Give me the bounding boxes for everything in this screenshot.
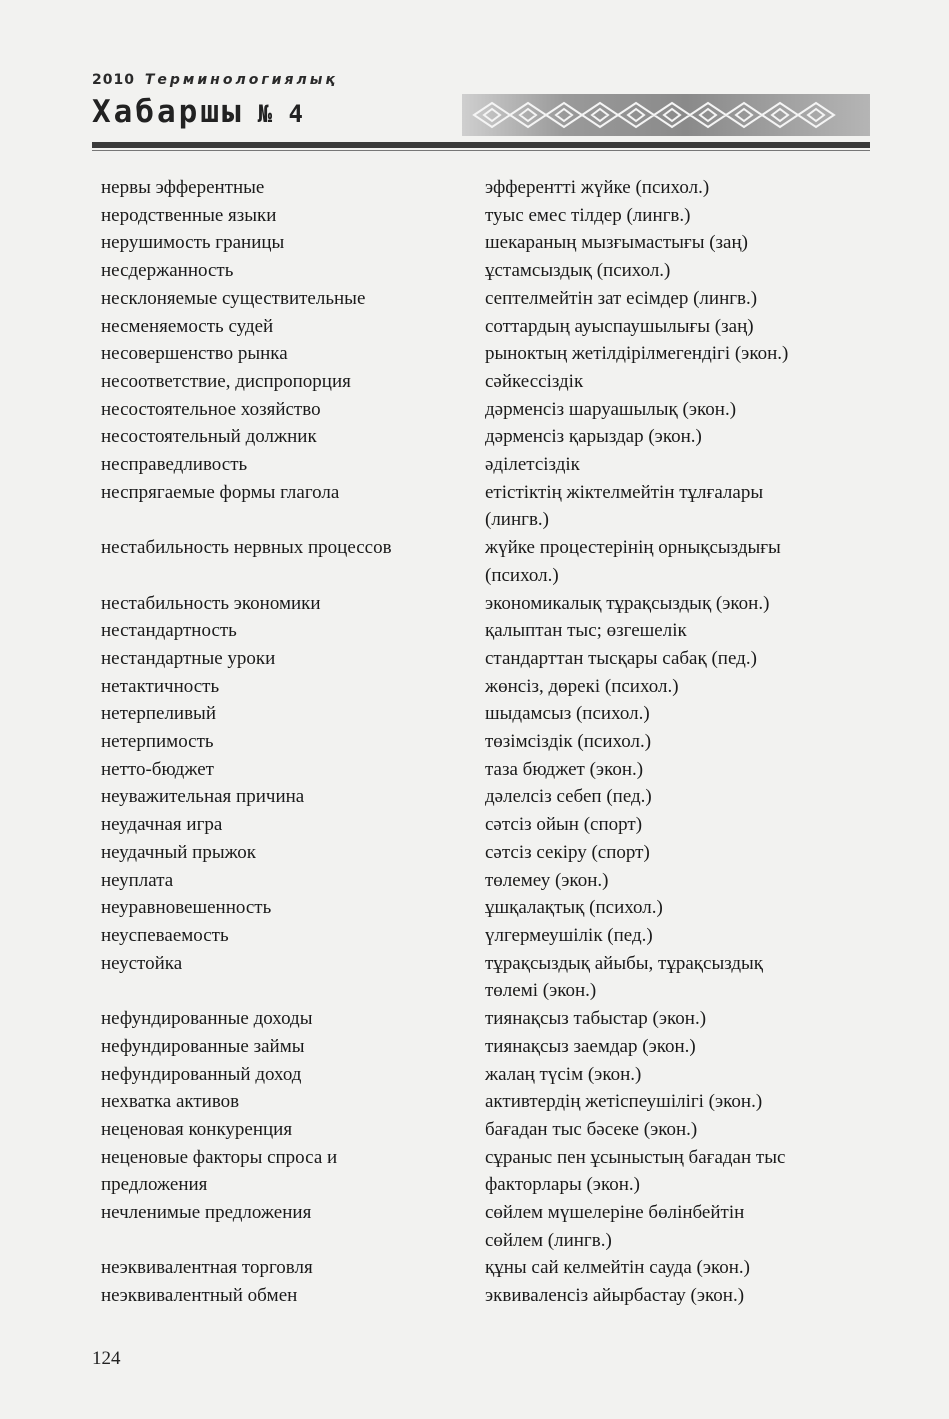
entry-russian-term — [101, 1088, 485, 1116]
term-line: стандарттан тысқары сабақ (пед.) — [485, 647, 757, 669]
dictionary-entry — [101, 673, 841, 701]
dictionary-entry — [101, 1144, 841, 1199]
entry-russian-term — [101, 340, 485, 368]
entry-kazakh-term — [485, 728, 841, 756]
entry-kazakh-term — [485, 257, 841, 285]
dictionary-entry — [101, 728, 841, 756]
header-year-line — [92, 72, 338, 88]
dictionary-entry — [101, 756, 841, 784]
term-line: эфферентті жүйке (психол.) — [485, 177, 710, 198]
dictionary-entry — [101, 1199, 841, 1254]
term-line: төзімсіздік (психол.) — [485, 731, 652, 753]
term-line: неспрягаемые формы глагола — [101, 481, 340, 503]
term-line: предложения — [101, 1174, 208, 1196]
term-line: неудачный прыжок — [101, 841, 256, 863]
dictionary-entry — [101, 1088, 841, 1116]
entry-russian-term — [101, 285, 485, 313]
term-line: сөйлем (лингв.) — [485, 1229, 612, 1251]
entry-russian-term — [101, 313, 485, 341]
entry-kazakh-term — [485, 202, 841, 230]
entry-kazakh-term — [485, 229, 841, 257]
term-line: тиянақсыз заемдар (экон.) — [485, 1035, 696, 1057]
term-line: туыс емес тілдер (лингв.) — [485, 204, 691, 226]
term-line: нечленимые предложения — [101, 1202, 312, 1224]
term-line: нефундированные займы — [101, 1035, 305, 1057]
header-rule-thin — [92, 150, 870, 151]
term-line: неродственные языки — [101, 204, 277, 226]
term-line: соттардың ауыспаушылығы (заң) — [485, 315, 754, 337]
term-line: әділетсіздік — [485, 454, 580, 476]
dictionary-entry — [101, 396, 841, 424]
entry-russian-term — [101, 202, 485, 230]
term-line: нестандартность — [101, 620, 237, 642]
dictionary-entry — [101, 340, 841, 368]
entry-kazakh-term — [485, 673, 841, 701]
term-line: нерушимость границы — [101, 232, 285, 254]
dictionary-entry — [101, 617, 841, 645]
entry-russian-term — [101, 479, 485, 534]
term-line: несклоняемые существительные — [101, 287, 366, 309]
entry-russian-term — [101, 257, 485, 285]
term-line: жөнсіз, дөрекі (психол.) — [485, 675, 679, 697]
term-line: тұрақсыздық айыбы, тұрақсыздық — [485, 952, 764, 974]
dictionary-entry — [101, 1282, 841, 1310]
dictionary-entry — [101, 1116, 841, 1144]
entry-kazakh-term — [485, 700, 841, 728]
term-line: (лингв.) — [485, 509, 549, 531]
dictionary-entry — [101, 229, 841, 257]
term-line: дәрменсіз шаруашылық (экон.) — [485, 398, 737, 420]
entry-kazakh-term — [485, 1088, 841, 1116]
dictionary-entry — [101, 1061, 841, 1089]
term-line: нефундированные доходы — [101, 1008, 313, 1030]
term-line: жалаң түсім (экон.) — [485, 1063, 642, 1085]
term-line: неуважительная причина — [101, 786, 305, 808]
entry-kazakh-term — [485, 340, 841, 368]
header-year: 2010 — [92, 72, 135, 88]
entry-kazakh-term — [485, 1116, 841, 1144]
term-line: несостоятельное хозяйство — [101, 398, 321, 420]
entry-kazakh-term — [485, 756, 841, 784]
entry-russian-term — [101, 728, 485, 756]
term-line: жүйке процестерінің орнықсыздығы — [485, 537, 781, 559]
dictionary-entry — [101, 645, 841, 673]
term-line: төлемеу (экон.) — [485, 869, 609, 891]
term-line: нестабильность экономики — [101, 592, 321, 614]
header-title: Хабаршы — [92, 94, 244, 130]
term-line: несостоятельный должник — [101, 426, 317, 448]
entry-russian-term — [101, 1254, 485, 1282]
entry-russian-term — [101, 811, 485, 839]
dictionary-entry — [101, 922, 841, 950]
entry-russian-term — [101, 229, 485, 257]
term-line: неуплата — [101, 869, 174, 891]
term-line: неэквивалентный обмен — [101, 1285, 298, 1307]
entry-kazakh-term — [485, 1061, 841, 1089]
term-line: дәлелсіз себеп (пед.) — [485, 786, 652, 808]
term-line: неустойка — [101, 952, 183, 974]
header-title-line — [92, 94, 304, 130]
entry-kazakh-term — [485, 811, 841, 839]
term-line: несовершенство рынка — [101, 343, 288, 365]
entry-kazakh-term — [485, 1254, 841, 1282]
entry-russian-term — [101, 839, 485, 867]
term-line: үлгермеушілік (пед.) — [485, 924, 653, 946]
dictionary-entry — [101, 313, 841, 341]
term-line: нетерпимость — [101, 731, 214, 753]
dictionary-entry — [101, 1005, 841, 1033]
term-line: нервы эфферентные — [101, 177, 265, 198]
term-line: дәрменсіз қарыздар (экон.) — [485, 426, 702, 448]
entry-russian-term — [101, 922, 485, 950]
entry-russian-term — [101, 174, 485, 202]
term-line: (психол.) — [485, 564, 559, 586]
entry-russian-term — [101, 1282, 485, 1310]
dictionary-entry — [101, 590, 841, 618]
term-line: неуравновешенность — [101, 897, 272, 919]
term-line: тиянақсыз табыстар (экон.) — [485, 1008, 707, 1030]
dictionary-entry — [101, 1033, 841, 1061]
entry-kazakh-term — [485, 1005, 841, 1033]
page-header — [92, 72, 870, 156]
header-issue: № 4 — [257, 100, 305, 128]
term-line: неудачная игра — [101, 814, 223, 836]
entry-kazakh-term — [485, 368, 841, 396]
entry-russian-term — [101, 894, 485, 922]
entry-kazakh-term — [485, 1282, 841, 1310]
entry-kazakh-term — [485, 894, 841, 922]
header-rule — [92, 142, 870, 148]
entry-russian-term — [101, 1061, 485, 1089]
entry-kazakh-term — [485, 867, 841, 895]
entry-kazakh-term — [485, 645, 841, 673]
entry-russian-term — [101, 700, 485, 728]
dictionary-entry — [101, 174, 841, 202]
term-line: неценовые факторы спроса и — [101, 1146, 338, 1168]
term-line: таза бюджет (экон.) — [485, 758, 644, 780]
term-line: септелмейтін зат есімдер (лингв.) — [485, 287, 758, 309]
entry-russian-term — [101, 368, 485, 396]
dictionary-entry — [101, 811, 841, 839]
term-line: ұшқалақтық (психол.) — [485, 897, 663, 919]
entry-kazakh-term — [485, 423, 841, 451]
entry-russian-term — [101, 451, 485, 479]
dictionary-entry — [101, 534, 841, 589]
entry-russian-term — [101, 423, 485, 451]
entry-russian-term — [101, 756, 485, 784]
term-line: бағадан тыс бәсеке (экон.) — [485, 1118, 698, 1140]
term-line: несменяемость судей — [101, 315, 274, 337]
entry-russian-term — [101, 396, 485, 424]
entry-kazakh-term — [485, 839, 841, 867]
entry-kazakh-term — [485, 1199, 841, 1254]
entry-russian-term — [101, 673, 485, 701]
entry-kazakh-term — [485, 313, 841, 341]
term-line: неэквивалентная торговля — [101, 1257, 313, 1279]
ornament-pattern-icon — [468, 97, 864, 133]
term-line: факторлары (экон.) — [485, 1174, 640, 1196]
dictionary-entry — [101, 285, 841, 313]
entry-kazakh-term — [485, 617, 841, 645]
term-line: экономикалық тұрақсыздық (экон.) — [485, 592, 770, 614]
dictionary-entry — [101, 423, 841, 451]
term-line: қалыптан тыс; өзгешелік — [485, 620, 687, 642]
term-line: шекараның мызғымастығы (заң) — [485, 232, 748, 254]
term-line: нетерпеливый — [101, 703, 216, 725]
term-line: неценовая конкуренция — [101, 1118, 293, 1140]
entry-russian-term — [101, 645, 485, 673]
dictionary-entry — [101, 368, 841, 396]
dictionary-entry — [101, 479, 841, 534]
term-line: етістіктің жіктелмейтін тұлғалары — [485, 481, 764, 503]
entry-kazakh-term — [485, 451, 841, 479]
entry-russian-term — [101, 867, 485, 895]
header-magazine: Терминологиялық — [144, 72, 338, 88]
term-line: нетто-бюджет — [101, 758, 214, 780]
term-line: құны сай келмейтін сауда (экон.) — [485, 1257, 751, 1279]
term-line: сәтсіз ойын (спорт) — [485, 814, 643, 836]
entry-kazakh-term — [485, 174, 841, 202]
term-line: нефундированный доход — [101, 1063, 302, 1085]
entry-russian-term — [101, 1033, 485, 1061]
entry-kazakh-term — [485, 396, 841, 424]
term-line: төлемі (экон.) — [485, 980, 597, 1002]
dictionary-entries — [101, 174, 841, 1310]
dictionary-entry — [101, 1254, 841, 1282]
term-line: шыдамсыз (психол.) — [485, 703, 650, 725]
dictionary-entry — [101, 451, 841, 479]
dictionary-entry — [101, 867, 841, 895]
dictionary-entry — [101, 202, 841, 230]
entry-russian-term — [101, 783, 485, 811]
entry-kazakh-term — [485, 783, 841, 811]
entry-kazakh-term — [485, 1144, 841, 1199]
term-line: нехватка активов — [101, 1091, 240, 1113]
entry-russian-term — [101, 1144, 485, 1199]
dictionary-entry — [101, 950, 841, 1005]
term-line: рыноктың жетілдірілмегендігі (экон.) — [485, 343, 789, 365]
dictionary-entry — [101, 700, 841, 728]
term-line: несдержанность — [101, 260, 234, 282]
term-line: ұстамсыздық (психол.) — [485, 260, 671, 282]
entry-kazakh-term — [485, 590, 841, 618]
term-line: нетактичность — [101, 675, 220, 697]
term-line: активтердің жетіспеушілігі (экон.) — [485, 1091, 763, 1113]
term-line: сөйлем мүшелеріне бөлінбейтін — [485, 1202, 745, 1224]
dictionary-entry — [101, 894, 841, 922]
entry-russian-term — [101, 1005, 485, 1033]
term-line: несоответствие, диспропорция — [101, 370, 351, 392]
term-line: несправедливость — [101, 454, 248, 476]
entry-kazakh-term — [485, 534, 841, 589]
dictionary-entry — [101, 783, 841, 811]
page-number: 124 — [92, 1348, 121, 1369]
entry-russian-term — [101, 1199, 485, 1254]
entry-russian-term — [101, 950, 485, 1005]
entry-russian-term — [101, 534, 485, 589]
term-line: сәтсіз секіру (спорт) — [485, 841, 650, 863]
dictionary-entry — [101, 257, 841, 285]
entry-russian-term — [101, 590, 485, 618]
entry-kazakh-term — [485, 1033, 841, 1061]
entry-russian-term — [101, 1116, 485, 1144]
dictionary-entry — [101, 839, 841, 867]
entry-kazakh-term — [485, 479, 841, 534]
term-line: эквиваленсіз айырбастау (экон.) — [485, 1285, 745, 1307]
term-line: нестандартные уроки — [101, 647, 276, 669]
entry-russian-term — [101, 617, 485, 645]
term-line: нестабильность нервных процессов — [101, 537, 392, 559]
term-line: сәйкессіздік — [485, 370, 584, 392]
entry-kazakh-term — [485, 922, 841, 950]
ornament-band — [462, 94, 870, 136]
entry-kazakh-term — [485, 285, 841, 313]
term-line: неуспеваемость — [101, 924, 229, 946]
entry-kazakh-term — [485, 950, 841, 1005]
term-line: сұраныс пен ұсыныстың бағадан тыс — [485, 1146, 786, 1168]
